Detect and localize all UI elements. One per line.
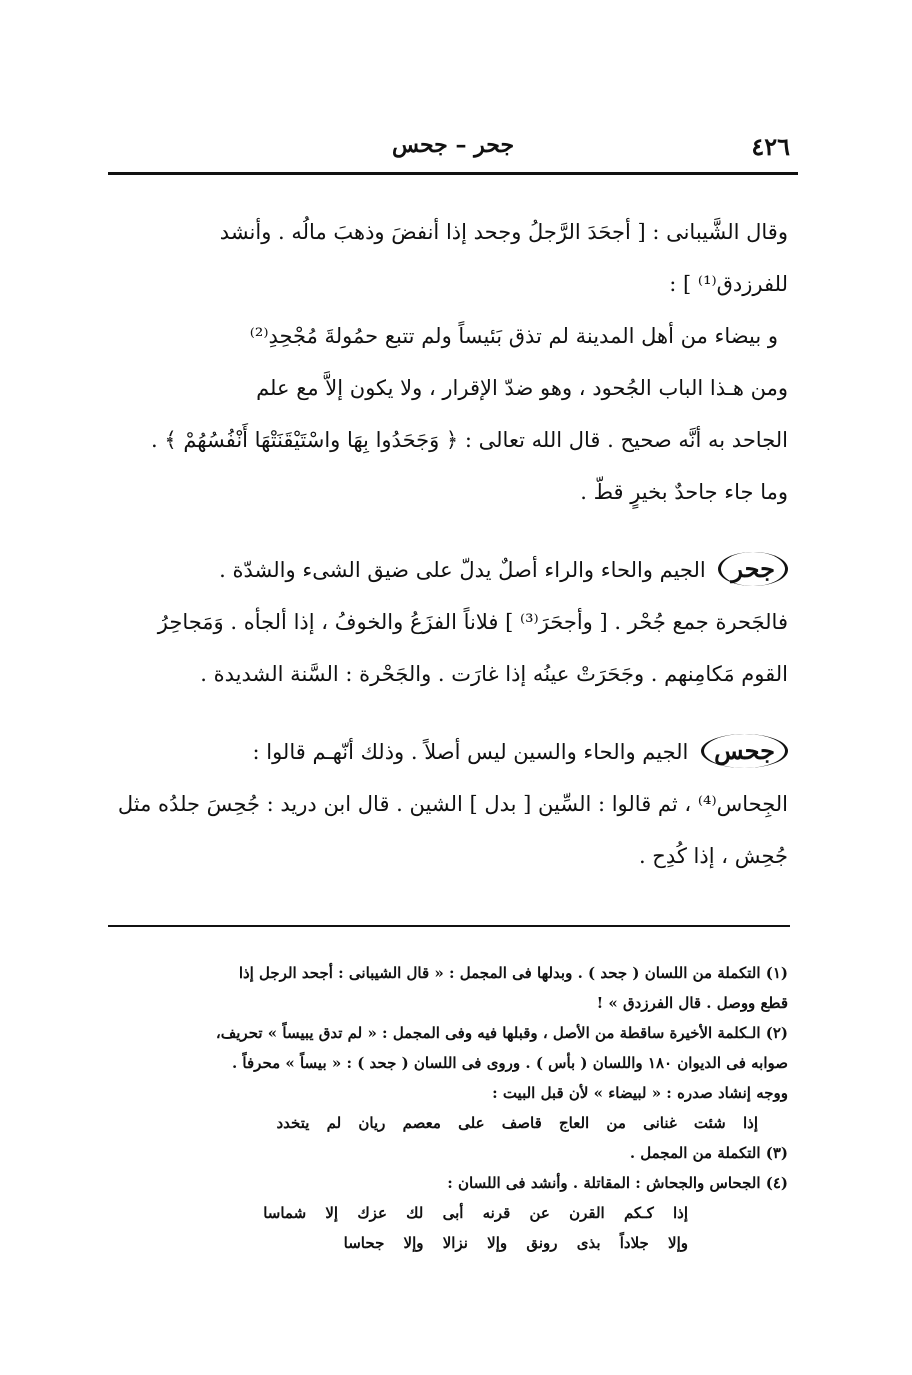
page-number: ٤٢٦ <box>751 132 790 161</box>
body-line: للفرزدق⁽¹⁾ ] : <box>669 272 788 296</box>
entry-text: الجيم والحاء والسين ليس أصلاً . وذلك أنّهـم قالوا : <box>252 740 689 764</box>
footnote-line: صوابه فى الديوان ١٨٠ واللسان ( بأس ) . وروى فى اللسان ( جحد ) : « بيساً » محرفاً . <box>231 1054 788 1072</box>
entry-title: جحس <box>701 734 788 768</box>
spacer <box>108 700 788 726</box>
spacer <box>108 518 788 544</box>
footnote-line: (٤) الجحاس والجحاش : المقاتلة . وأنشد فى اللسان : <box>447 1174 788 1192</box>
body-line: ومن هـذا الباب الجُحود ، وهو ضدّ الإقرار ، ولا يكون إلاَّ مع علم <box>256 376 788 400</box>
body-line: فالجَحرة جمع جُحْر . [ وأجحَرَ⁽³⁾ ] فلاناً الفزَعُ والخوفُ ، إذا ألجأه . وَمَجاحِرُ <box>157 610 788 634</box>
body-line: وما جاء جاحدٌ بخيرٍ قطّ . <box>580 480 788 504</box>
footnote-line: ووجه إنشاد صدره : « لبيضاء » لأن قبل البيت : <box>492 1084 788 1102</box>
body-line: الجِحاس⁽⁴⁾ ، ثم قالوا : السِّين [ بدل ] الشين . قال ابن دريد : جُحِسَ جلدُه مثل <box>117 792 788 816</box>
poetry-verse: و بيضاء من أهل المدينة لم تذق بَئيساً ولم تتبع حمُولةَ مُجْحِدِ⁽²⁾ <box>249 324 778 348</box>
footnote-verse: إذا شئت غنانى من العاج قاصف على معصم ريان لم يتخدد <box>276 1114 758 1132</box>
footnote-line: قطع ووصل . قال الفرزدق » ! <box>596 994 788 1012</box>
header-rule <box>108 172 798 175</box>
footnotes <box>108 958 788 1258</box>
main-text <box>108 206 788 882</box>
entry-text: الجيم والحاء والراء أصلٌ يدلّ على ضيق الشىء والشدّة . <box>219 558 706 582</box>
body-line: الجاحد به أنَّه صحيح . قال الله تعالى : ﴿ وَجَحَدُوا بِهَا واسْتَيْقَنَتْهَا أَنْفُسُهُمْ ﴾ . <box>150 428 788 452</box>
footnote-line: (١) التكملة من اللسان ( جحد ) . وبدلها فى المجمل : « قال الشيبانى : أجحد الرجل إذا <box>238 964 788 982</box>
entry-jahas <box>108 726 788 778</box>
footnote-verse: إذا كـكم القرن عن قرنه أبى لك عزك إلا شماسا <box>263 1204 688 1222</box>
page-header <box>108 128 798 164</box>
footnote-line: (٣) التكملة من المجمل . <box>629 1144 788 1162</box>
body-line: القوم مَكامِنهم . وجَحَرَتْ عينُه إذا غارَت . والجَحْرة : السَّنة الشديدة . <box>200 662 788 686</box>
footnote-rule <box>108 925 790 927</box>
running-title: جحر – جحس <box>391 132 515 158</box>
body-line: وقال الشَّيبانى : [ أجحَدَ الرَّجلُ وجحد إذا أنفضَ وذهبَ مالُه . وأنشد <box>219 220 788 244</box>
entry-jahar <box>108 544 788 596</box>
footnote-verse: وإلا جلاداً بذى رونق وإلا نزالا وإلا جحاسا <box>343 1234 688 1252</box>
footnote-line: (٢) الـكلمة الأخيرة ساقطة من الأصل ، وقبلها فيه وفى المجمل : « لم تدق يبيساً » تحريف، <box>215 1024 788 1042</box>
entry-title: جحر <box>718 552 788 586</box>
body-line: جُحِش ، إذا كُدِح . <box>638 844 788 868</box>
